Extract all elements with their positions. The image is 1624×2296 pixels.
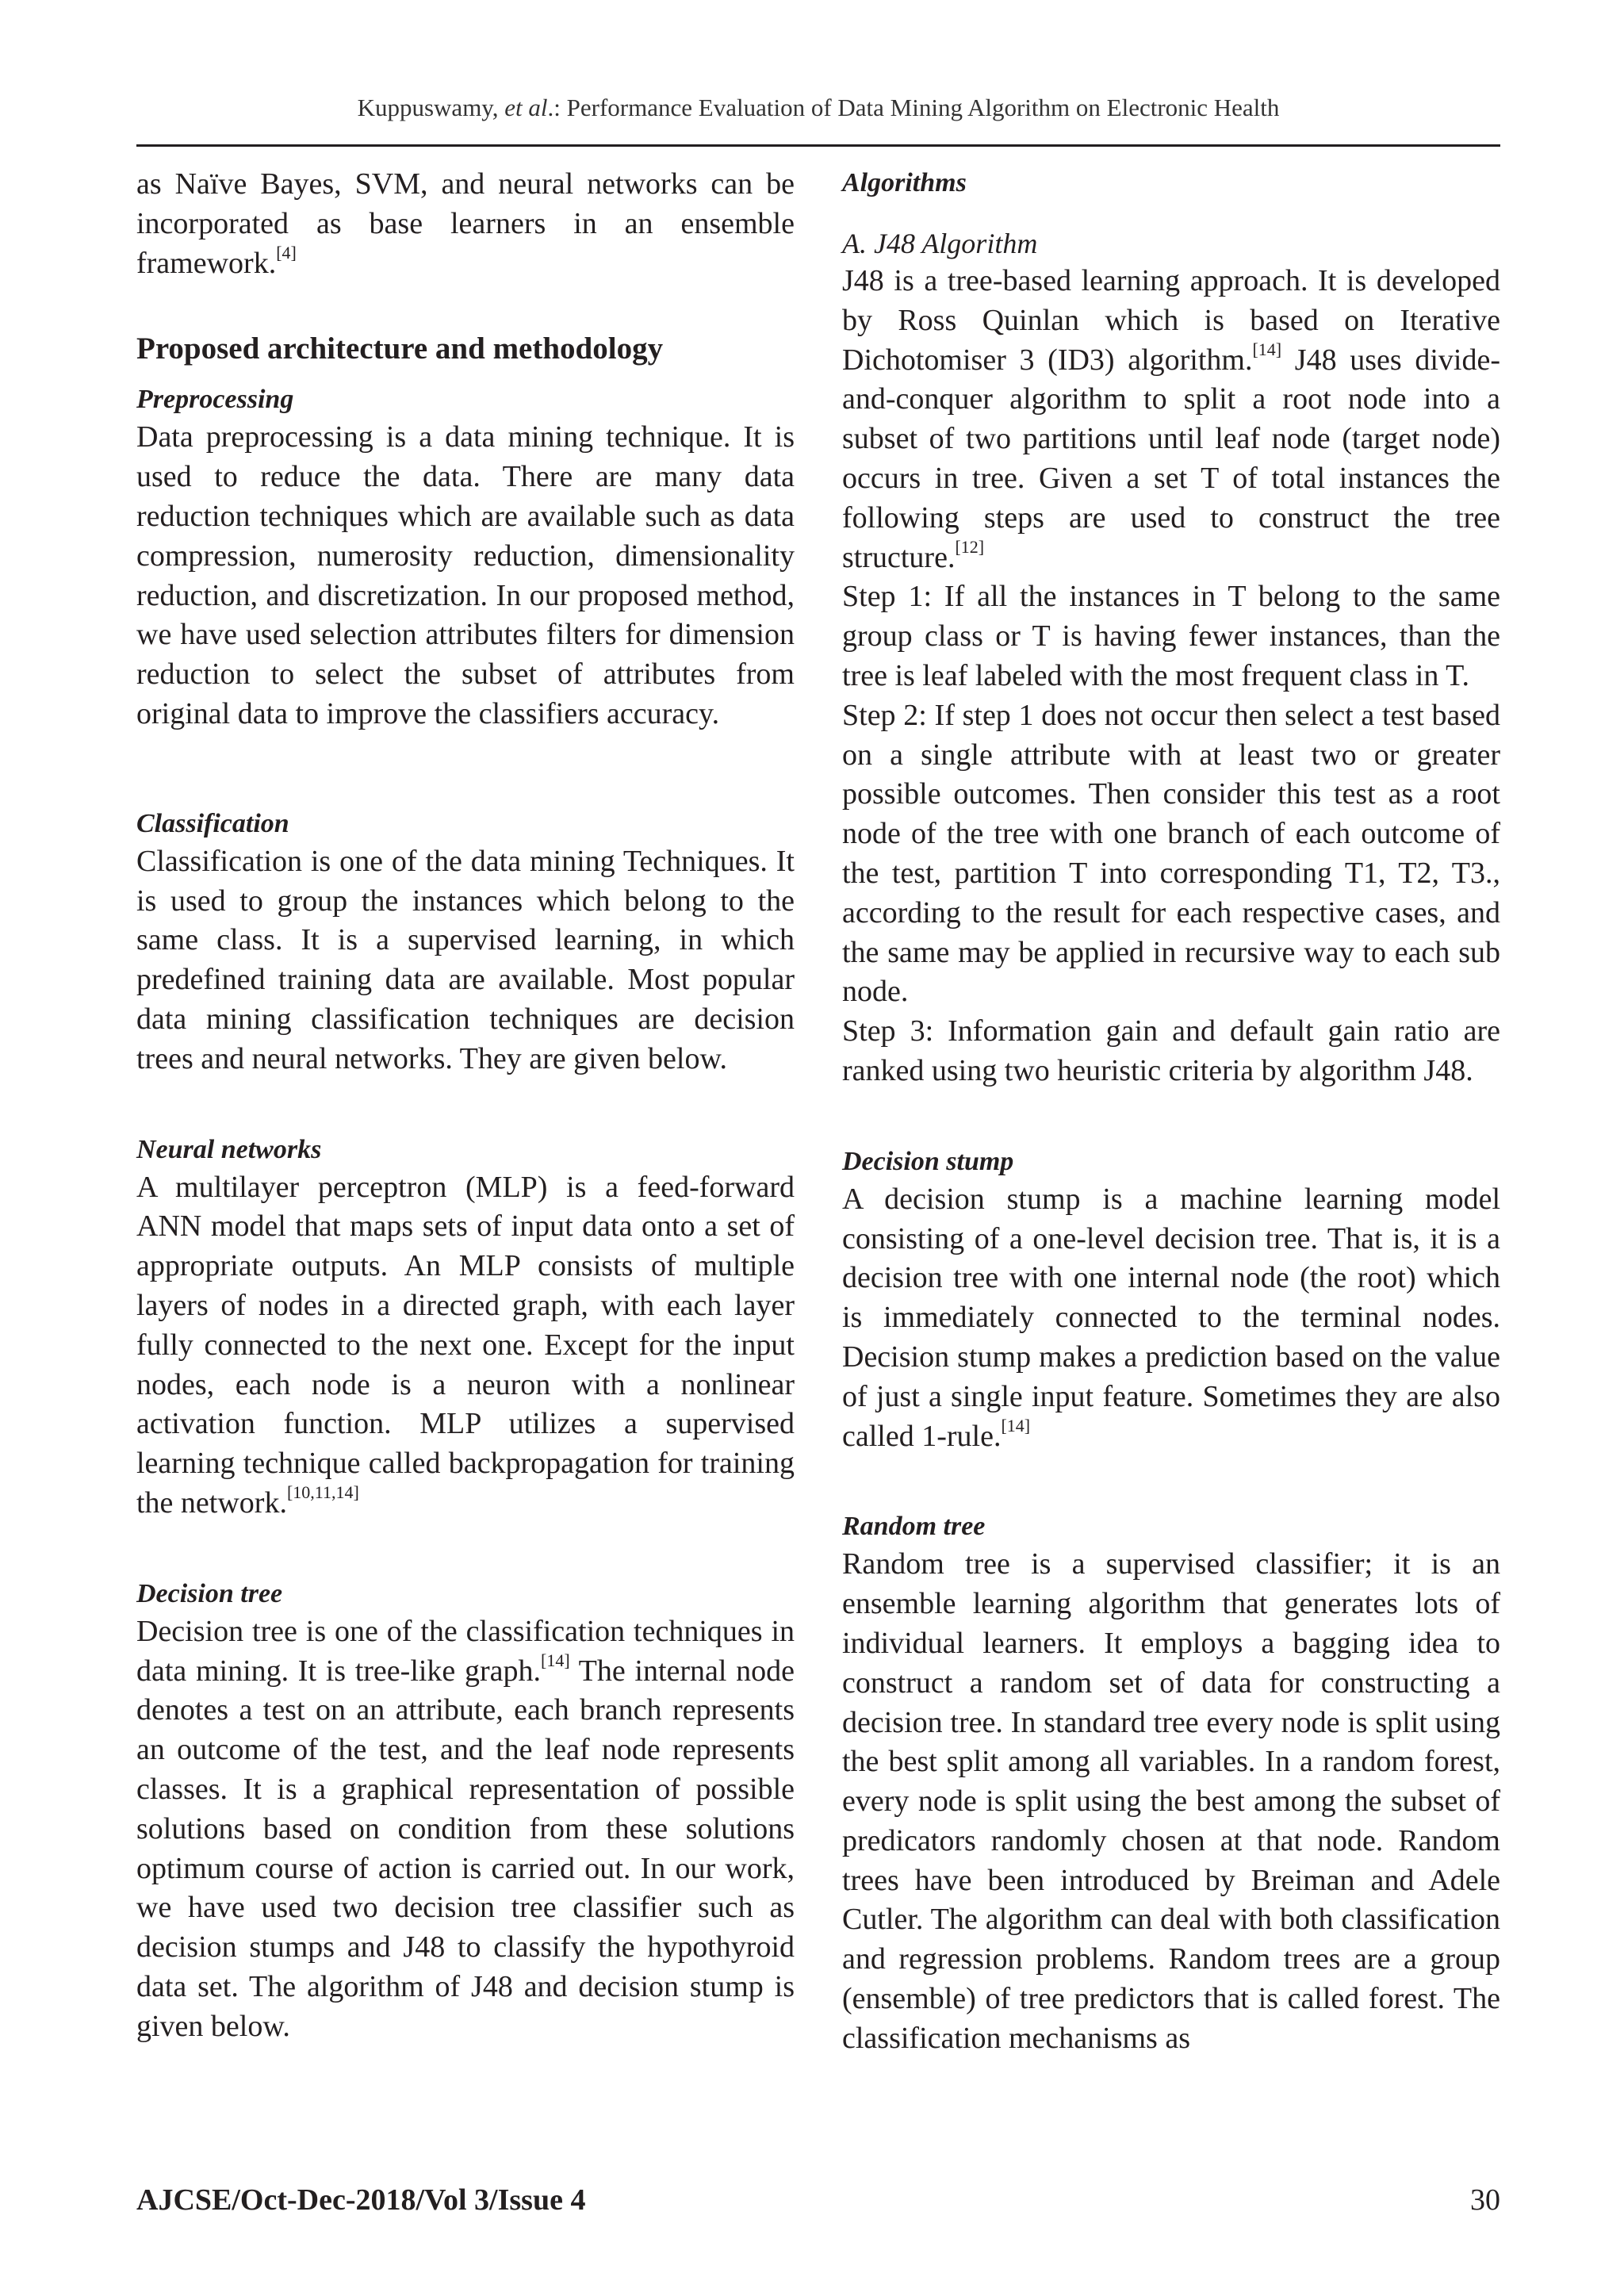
left-column (136, 165, 795, 2046)
random-tree-paragraph: Random tree is a supervised classifier; it is an ensemble learning algorithm that generates lots of individual learners. It employs a bagging idea to construct a random set of data for constructing a decision tree. In standard tree every node is split using the best split among all variables. In a random forest, every node is split using the best among the subset of predicators randomly chosen at that node. Random trees have been introduced by Breiman and Adele Cutler. The algorithm can deal with both classification and regression problems. Random trees are a group (ensemble) of tree predictors that is called forest. The classification mechanisms as (842, 1547, 1500, 2055)
neural-networks-paragraph: A multilayer perceptron (MLP) is a feed-forward ANN model that maps sets of input data onto a set of appropriate outputs. An MLP consists of multiple layers of nodes in a directed graph, with each layer fully connected to the next one. Except for the input nodes, each node is a neuron with a nonlinear activation function. MLP utilizes a supervised learning technique called backpropagation for training the network.[10,11,14] (136, 1170, 795, 1520)
neural-networks-heading: Neural networks (136, 1134, 322, 1164)
preprocessing-paragraph: Data preprocessing is a data mining technique. It is used to reduce the data. There are many data reduction techniques which are available such as data compression, numerosity reduction, dimensionality reduction, and discretization. In our proposed method, we have used selection attributes filters for dimension reduction to select the subset of attributes from original data to improve the classifiers accuracy. (136, 420, 795, 730)
classification-paragraph: Classification is one of the data mining Techniques. It is used to group the instances which belong to the same class. It is a supervised learning, in which predefined training data are available. Most popular data mining classification techniques are decision trees and neural networks. They are given below. (136, 844, 795, 1075)
j48-paragraph: J48 is a tree-based learning approach. It is developed by Ross Quinlan which is based on Iterative Dichotomiser 3 (ID3) algorithm.[14] J48 uses divide-and-conquer algorithm to split a root node into a subset of two partitions until leaf node (target node) occurs in tree. Given a set T of total instances the following steps are used to construct the tree structure.[12] (842, 264, 1500, 574)
intro-paragraph: as Naïve Bayes, SVM, and neural networks can be incorporated as base learners in an ensemble framework.[4] (136, 167, 795, 280)
header-rule (136, 144, 1500, 147)
classification-heading: Classification (136, 808, 289, 838)
algorithms-heading: Algorithms (842, 168, 967, 197)
header-etal: et al (504, 94, 548, 121)
header-title: .: Performance Evaluation of Data Mining Algorithm on Electronic Health (547, 94, 1280, 121)
footer-journal: AJCSE/Oct-Dec-2018/Vol 3/Issue 4 (136, 2183, 586, 2217)
section-heading: Proposed architecture and methodology (136, 332, 664, 366)
decision-tree-heading: Decision tree (136, 1578, 283, 1608)
decision-tree-paragraph: Decision tree is one of the classification techniques in data mining. It is tree-like graph.[14] The internal node denotes a test on an attribute, each branch represents an outcome of the test, and the leaf node represents classes. It is a graphical representation of possible solutions based on condition from these solutions optimum course of action is carried out. In our work, we have used two decision tree classifier such as decision stumps and J48 to classify the hypothyroid data set. The algorithm of J48 and decision stump is given below. (136, 1614, 795, 2043)
citation: [14] (1001, 1415, 1031, 1435)
page-number: 30 (1470, 2183, 1500, 2217)
step-1: Step 1: If all the instances in T belong to the same group class or T is having fewer instances, than the tree is leaf labeled with the most frequent class in T. (842, 580, 1500, 692)
decision-stump-paragraph: A decision stump is a machine learning model consisting of a one-level decision tree. That is, it is a decision tree with one internal node (the root) which is immediately connected to the terminal nodes. Decision stump makes a prediction based on the value of just a single input feature. Sometimes they are also called 1-rule.[14] (842, 1182, 1500, 1453)
citation: [12] (955, 536, 985, 557)
citation: [10,11,14] (286, 1482, 359, 1503)
decision-stump-heading: Decision stump (842, 1146, 1014, 1176)
running-header (136, 94, 1500, 122)
random-tree-heading: Random tree (842, 1512, 986, 1542)
header-authors: Kuppuswamy, (357, 94, 505, 121)
preprocessing-heading: Preprocessing (136, 385, 294, 415)
citation: [14] (541, 1650, 570, 1670)
citation: [4] (276, 242, 297, 263)
citation: [14] (1252, 339, 1282, 359)
step-2: Step 2: If step 1 does not occur then select a test based on a single attribute with at least two or greater possible outcomes. Then consider this test as a root node of the tree with one branch of each outcome of the test, partition T into corresponding T1, T2, T3., according to the result for each respective cases, and the same may be applied in recursive way to each sub node. (842, 698, 1500, 1009)
j48-heading: A. J48 Algorithm (842, 228, 1038, 259)
right-column (842, 165, 1500, 2059)
step-3: Step 3: Information gain and default gain ratio are ranked using two heuristic criteria by algorithm J48. (842, 1014, 1500, 1087)
